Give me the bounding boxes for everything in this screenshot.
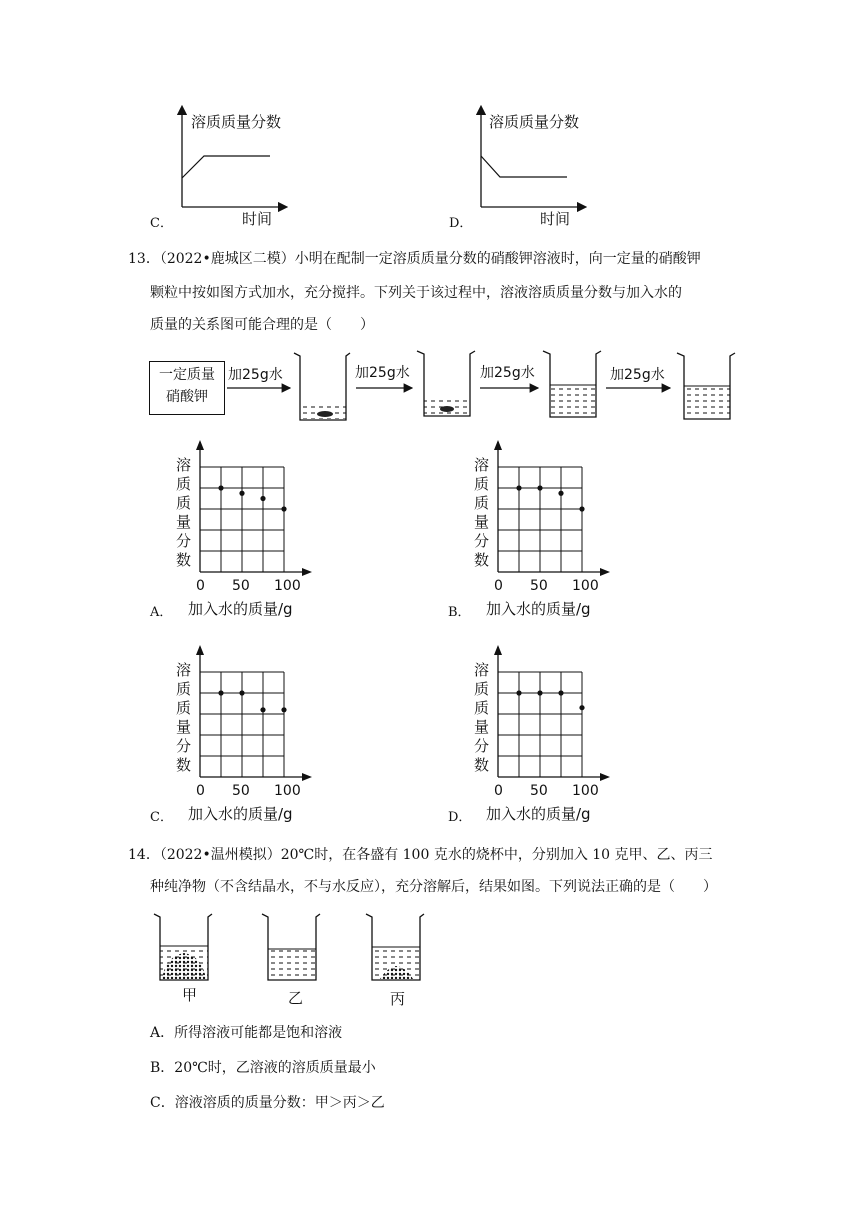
data-point [516,485,521,490]
beaker-label-jia: 甲 [182,986,198,1004]
beaker-bing [366,914,424,980]
data-point [239,690,244,695]
x-axis-label: 加入水的质量/g [486,805,591,823]
data-point [239,491,244,496]
beaker-yi [262,914,320,980]
q13-number: 13． [128,251,160,267]
choice-b-label: B． [150,1060,175,1076]
ylabel-char: 量 [176,718,192,736]
graph-c-ylabel: 溶质质量分数 [191,113,282,131]
x-tick-label: 50 [232,578,250,594]
q13-source: （2022•鹿城区二模） [159,251,295,267]
data-point [260,707,265,712]
graph-line [182,156,270,178]
data-point [579,705,584,710]
ylabel-char: 数 [474,756,490,774]
data-point [281,707,286,712]
x-tick-label: 100 [274,578,301,594]
ylabel-char: 量 [474,718,490,736]
data-point [579,506,584,511]
x-arrowhead [600,568,610,576]
choice-b-text: 20℃时，乙溶液的溶质质量最小 [174,1060,376,1076]
choice-a-text: 所得溶液可能都是饱和溶液 [174,1025,343,1041]
beaker-3 [543,351,601,417]
x-axis-label: 加入水的质量/g [188,600,293,618]
ylabel-char: 溶 [474,661,490,679]
ylabel-char: 分 [176,532,192,550]
x-axis-label: 加入水的质量/g [188,805,293,823]
graph-c-label: C． [150,216,173,231]
x-tick-label: 0 [196,578,205,594]
data-point [537,690,542,695]
q14-choice-a [150,1023,342,1043]
ylabel-char: 分 [474,532,490,550]
start-box-line1: 一定质量 [159,367,215,383]
x-tick-label: 0 [494,783,503,799]
graph-d-label: D． [449,216,473,231]
ylabel-char: 量 [474,513,490,531]
q14-number: 14． [128,847,160,863]
start-box-line2: 硝酸钾 [166,389,208,405]
step-label-4: 加25g水 [610,367,665,383]
step-label-2: 加25g水 [355,365,410,381]
q14-stem-line1 [128,845,713,865]
graph-d-xlabel: 时间 [540,210,571,228]
ylabel-char: 数 [176,551,192,569]
q14-stem-1: 20℃时，在各盛有 100 克水的烧杯中，分别加入 10 克甲、乙、丙三 [280,847,713,863]
ylabel-char: 数 [176,756,192,774]
choice-c-text: 溶液溶质的质量分数：甲＞丙＞乙 [174,1095,385,1111]
y-arrowhead [196,645,204,655]
ylabel-char: 质 [474,475,490,493]
beaker-jia [154,914,212,980]
q13-stem-line2: 颗粒中按如图方式加水，充分搅拌。下列关于该过程中，溶液溶质质量分数与加入水的 [150,285,682,301]
data-point [218,690,223,695]
q14-choice-b [150,1058,376,1078]
beaker-label-bing: 丙 [390,990,406,1008]
beaker-label-yi: 乙 [288,989,304,1007]
x-tick-label: 50 [232,783,250,799]
beaker-2 [417,351,475,416]
q14-beakers-svg [150,912,450,992]
q14-stem-line2: 种纯净物（不含结晶水，不与水反应），充分溶解后，结果如图。下列说法正确的是（ ） [150,879,717,895]
ylabel-char: 质 [176,494,192,512]
graph-c-xlabel: 时间 [242,210,273,228]
ylabel-char: 分 [474,737,490,755]
step-label-3: 加25g水 [480,365,535,381]
ylabel-char: 质 [176,699,192,717]
option-graph-svg [194,440,314,580]
ylabel-char: 质 [176,475,192,493]
ylabel-char: 溶 [176,456,192,474]
choice-c-label: C． [150,1095,175,1111]
data-point [516,690,521,695]
q14-choice-c [150,1093,385,1113]
ylabel-char: 质 [176,680,192,698]
ylabel-char: 质 [474,680,490,698]
graph-line [481,156,567,177]
q13-stem-line1 [128,249,701,269]
step-label-1: 加25g水 [228,367,283,383]
choice-a-label: A． [150,1025,175,1041]
data-point [260,496,265,501]
ylabel-char: 数 [474,551,490,569]
data-point [558,690,563,695]
x-arrowhead [302,773,312,781]
beaker-4 [677,353,735,419]
ylabel-char: 质 [474,699,490,717]
option-graph-svg [492,645,612,785]
x-axis-label: 加入水的质量/g [486,600,591,618]
x-tick-label: 50 [530,783,548,799]
x-tick-label: 0 [494,578,503,594]
option-label: D． [448,810,472,825]
q13-stem-line3: 质量的关系图可能合理的是（ ） [150,317,374,333]
x-tick-label: 0 [196,783,205,799]
graph-d-ylabel: 溶质质量分数 [489,113,580,131]
data-point [558,491,563,496]
x-tick-label: 100 [274,783,301,799]
ylabel-char: 溶 [176,661,192,679]
q14-source: （2022•温州模拟） [159,847,281,863]
option-graph-svg [194,645,314,785]
q13-stem-1: 小明在配制一定溶质质量分数的硝酸钾溶液时，向一定量的硝酸钾 [294,251,701,267]
option-label: C． [150,810,173,825]
option-graph-svg [492,440,612,580]
ylabel-char: 量 [176,513,192,531]
ylabel-char: 质 [474,494,490,512]
option-label: A． [150,605,173,620]
x-arrowhead [600,773,610,781]
x-arrowhead [302,568,312,576]
y-arrowhead [196,440,204,450]
data-point [218,485,223,490]
x-tick-label: 100 [572,783,599,799]
data-point [281,506,286,511]
x-tick-label: 50 [530,578,548,594]
option-label: B． [448,605,471,620]
beaker-1 [294,353,350,420]
ylabel-char: 溶 [474,456,490,474]
ylabel-char: 分 [176,737,192,755]
y-arrowhead [494,645,502,655]
data-point [537,485,542,490]
x-tick-label: 100 [572,578,599,594]
start-box [149,361,225,415]
y-arrowhead [494,440,502,450]
